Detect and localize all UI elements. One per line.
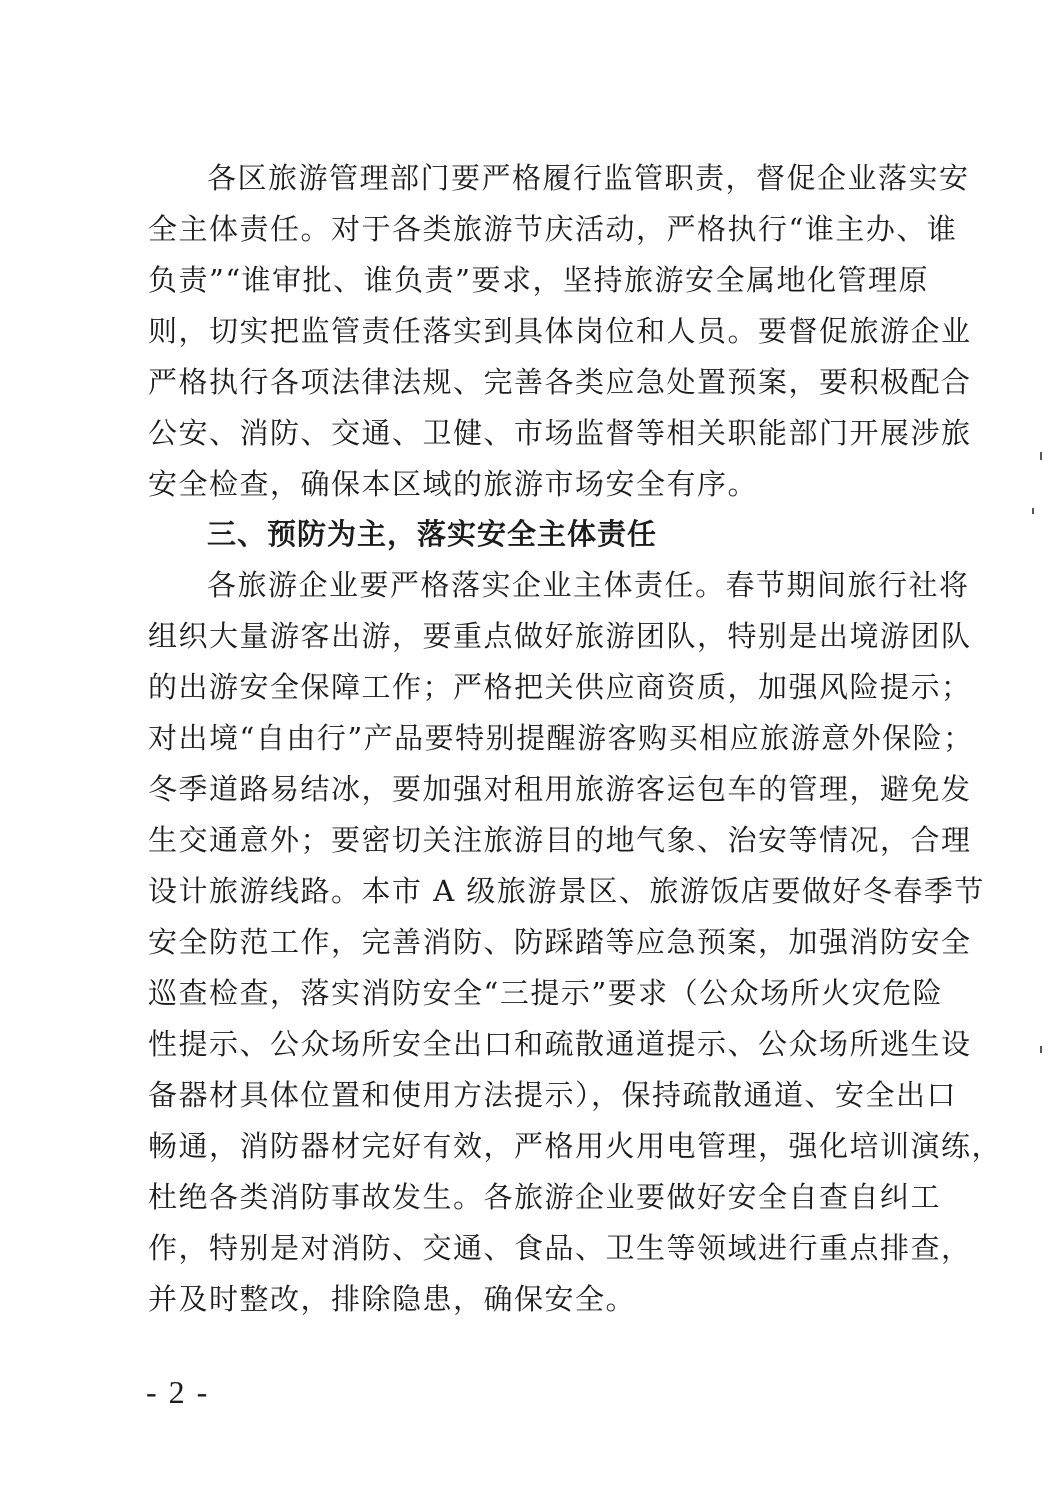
paragraph-line: 冬季道路易结冰，要加强对租用旅游客运包车的管理，避免发 (148, 772, 972, 806)
paragraph-line: 并及时整改，排除隐患，确保安全。 (148, 1282, 637, 1316)
paragraph-line: 负责”“谁审批、谁负责”要求，坚持旅游安全属地化管理原 (148, 263, 929, 297)
paragraph-line: 安全检查，确保本区域的旅游市场安全有序。 (148, 467, 759, 501)
paragraph-line: 杜绝各类消防事故发生。各旅游企业要做好安全自查自纠工 (148, 1180, 942, 1214)
scan-mark (1040, 452, 1042, 460)
paragraph-line: 作，特别是对消防、交通、食品、卫生等领域进行重点排查， (148, 1231, 972, 1265)
paragraph-line: 则，切实把监管责任落实到具体岗位和人员。要督促旅游企业 (148, 314, 972, 348)
paragraph-line: 设计旅游线路。本市 A 级旅游景区、旅游饭店要做好冬春季节 (148, 874, 985, 908)
scan-mark (1040, 1046, 1042, 1053)
paragraph-line: 对出境“自由行”产品要特别提醒游客购买相应旅游意外保险； (148, 721, 974, 755)
paragraph-line: 各旅游企业要严格落实企业主体责任。春节期间旅行社将 (207, 568, 970, 602)
paragraph-line: 巡查检查，落实消防安全“三提示”要求（公众场所火灾危险 (148, 976, 944, 1010)
paragraph-line: 各区旅游管理部门要严格履行监管职责，督促企业落实安 (207, 161, 970, 195)
paragraph-line: 性提示、公众场所安全出口和疏散通道提示、公众场所逃生设 (148, 1027, 972, 1061)
paragraph-line: 严格执行各项法律法规、完善各类应急处置预案，要积极配合 (148, 365, 972, 399)
scan-mark (1032, 508, 1034, 514)
paragraph-line: 生交通意外；要密切关注旅游目的地气象、治安等情况，合理 (148, 823, 972, 857)
paragraph-line: 备器材具体位置和使用方法提示），保持疏散通道、安全出口 (148, 1078, 958, 1112)
paragraph-line: 的出游安全保障工作；严格把关供应商资质，加强风险提示； (148, 670, 972, 704)
section-heading: 三、预防为主，落实安全主体责任 (207, 517, 658, 551)
paragraph-line: 全主体责任。对于各类旅游节庆活动，严格执行“谁主办、谁 (148, 212, 958, 246)
paragraph-line: 安全防范工作，完善消防、防踩踏等应急预案，加强消防安全 (148, 925, 972, 959)
paragraph-line: 公安、消防、交通、卫健、市场监督等相关职能部门开展涉旅 (148, 416, 972, 450)
paragraph-line: 组织大量游客出游，要重点做好旅游团队，特别是出境游团队 (148, 619, 972, 653)
page-number: - 2 - (146, 1374, 210, 1410)
paragraph-line: 畅通，消防器材完好有效，严格用火用电管理，强化培训演练， (148, 1129, 1003, 1163)
